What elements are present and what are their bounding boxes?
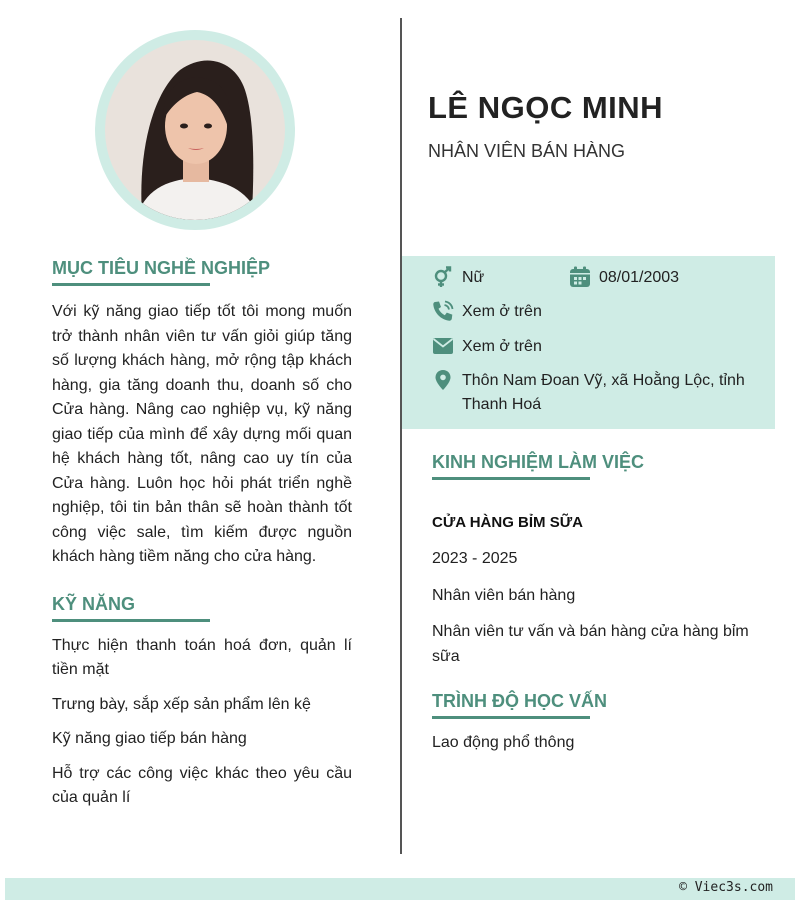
contact-gender: [432, 266, 484, 290]
right-column: [432, 450, 762, 755]
footer-bar: [5, 878, 795, 900]
phone-value: Xem ở trên: [462, 303, 542, 320]
skill-item: Hỗ trợ các công việc khác theo yêu cầu của quản lí: [52, 764, 352, 806]
contact-address: [432, 369, 752, 417]
contact-email: [432, 335, 542, 359]
footer-credit: © Viec3s.com: [679, 880, 773, 895]
experience-period: 2023 - 2025: [432, 550, 518, 567]
company-name: CỬA HÀNG BỈM SỮA: [432, 514, 583, 531]
envelope-icon: [432, 335, 454, 357]
skills-heading: KỸ NĂNG: [52, 592, 352, 620]
contact-panel: [402, 256, 775, 429]
contact-phone: [432, 300, 542, 324]
education-heading: TRÌNH ĐỘ HỌC VẤN: [432, 689, 762, 717]
left-column: [52, 256, 352, 821]
education-text: Lao động phổ thông: [432, 734, 575, 751]
gender-icon: [432, 266, 454, 288]
avatar-frame: [95, 30, 295, 230]
location-pin-icon: [432, 369, 454, 391]
email-value: Xem ở trên: [462, 338, 542, 355]
contact-birthday: [569, 266, 679, 290]
column-divider: [400, 18, 402, 854]
skill-item: Kỹ năng giao tiếp bán hàng: [52, 730, 247, 747]
address-value: Thôn Nam Đoan Vỹ, xã Hoằng Lộc, tỉnh Thanh Hoá: [462, 372, 745, 413]
objective-text: Với kỹ năng giao tiếp tốt tôi mong muốn trở thành nhân viên tư vấn giỏi giúp tăng số lượng khách hàng, mở rộng tập khách hàng, gia tăng doanh thu, doanh số cho Cửa hàng. Nâng cao nghiệp vụ, kỹ năng giao tiếp của mình để xây dựng mối quan hệ khách hàng tốt, nâng cao uy tín của Cửa hàng. Luôn học hỏi phát triển nghề nghiệp, tôi tin bản thân sẽ hoàn thành tốt công việc sale, tìm kiếm được nguồn khách hàng tiềm năng cho cửa hàng.: [52, 303, 352, 565]
gender-value: Nữ: [462, 269, 485, 286]
phone-icon: [432, 300, 454, 322]
objective-heading: MỤC TIÊU NGHỀ NGHIỆP: [52, 256, 352, 284]
avatar-photo: [105, 40, 285, 220]
birthday-value: 08/01/2003: [599, 269, 680, 286]
experience-position: Nhân viên bán hàng: [432, 586, 576, 604]
candidate-title: NHÂN VIÊN BÁN HÀNG: [428, 141, 626, 161]
experience-heading: KINH NGHIỆM LÀM VIỆC: [432, 450, 762, 478]
candidate-name: LÊ NGỌC MINH: [428, 90, 664, 125]
experience-description: Nhân viên tư vấn và bán hàng cửa hàng bỉm sữa: [432, 623, 749, 665]
skill-item: Thực hiện thanh toán hoá đơn, quản lí tiền mặt: [52, 636, 352, 678]
skill-item: Trưng bày, sắp xếp sản phẩm lên kệ: [52, 695, 311, 713]
skills-list: [52, 634, 352, 811]
calendar-icon: [569, 266, 591, 288]
avatar: [105, 40, 285, 220]
